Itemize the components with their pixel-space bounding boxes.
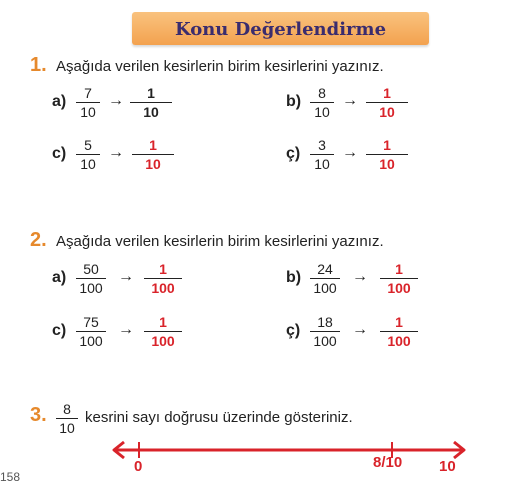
fraction-numerator: 75 — [83, 314, 99, 330]
fraction-denominator: 100 — [79, 280, 103, 296]
answer-fraction[interactable] — [380, 313, 418, 350]
answer-numerator: 1 — [159, 314, 167, 330]
fraction-numerator: 8 — [318, 85, 326, 101]
given-fraction — [310, 260, 340, 297]
given-fraction — [310, 84, 334, 121]
answer-numerator: 1 — [383, 137, 391, 153]
question-2-text: Aşağıda verilen kesirlerin birim kesirlerini yazınız. — [56, 233, 384, 250]
fraction-denominator: 10 — [80, 104, 96, 120]
item-letter: ç) — [286, 322, 301, 339]
page-number: 158 — [0, 470, 21, 484]
answer-numerator: 1 — [159, 261, 167, 277]
item-letter: a) — [52, 93, 67, 110]
answer-fraction[interactable] — [130, 84, 172, 121]
answer-numerator: 1 — [147, 85, 155, 101]
item-letter: c) — [52, 322, 67, 339]
answer-denominator: 10 — [143, 104, 159, 120]
answer-fraction[interactable] — [366, 84, 408, 121]
answer-denominator: 100 — [387, 280, 411, 296]
arrow-icon: → — [108, 144, 124, 161]
question-2-number: 2. — [30, 229, 47, 251]
answer-fraction[interactable] — [366, 136, 408, 173]
number-line-label-end: 10 — [439, 458, 456, 475]
item-letter: a) — [52, 269, 67, 286]
fraction-numerator: 3 — [318, 137, 326, 153]
title-banner — [132, 12, 429, 45]
question-1-number: 1. — [30, 54, 47, 76]
fraction-numerator: 50 — [83, 261, 99, 277]
arrow-icon: → — [342, 144, 358, 161]
item-letter: c) — [52, 145, 67, 162]
question-1-text: Aşağıda verilen kesirlerin birim kesirlerini yazınız. — [56, 58, 384, 75]
item-letter: b) — [286, 93, 302, 110]
arrow-icon: → — [108, 92, 124, 109]
answer-numerator: 1 — [395, 314, 403, 330]
given-fraction — [76, 313, 106, 350]
arrow-icon: → — [352, 321, 368, 338]
fraction-denominator: 10 — [80, 156, 96, 172]
fraction-denominator: 100 — [313, 280, 337, 296]
answer-denominator: 100 — [151, 333, 175, 349]
page-title: Konu Değerlendirme — [174, 19, 387, 40]
given-fraction — [310, 313, 340, 350]
fraction-numerator: 8 — [63, 401, 71, 417]
answer-denominator: 10 — [379, 156, 395, 172]
fraction-denominator: 100 — [313, 333, 337, 349]
answer-numerator: 1 — [395, 261, 403, 277]
number-line[interactable] — [108, 436, 470, 464]
fraction-numerator: 5 — [84, 137, 92, 153]
number-line-label-mark: 8/10 — [373, 454, 403, 471]
given-fraction — [76, 260, 106, 297]
fraction-denominator: 10 — [314, 104, 330, 120]
question-3-fraction — [56, 400, 78, 437]
answer-numerator: 1 — [383, 85, 391, 101]
answer-denominator: 100 — [151, 280, 175, 296]
answer-fraction[interactable] — [380, 260, 418, 297]
answer-denominator: 10 — [379, 104, 395, 120]
answer-fraction[interactable] — [132, 136, 174, 173]
answer-fraction[interactable] — [144, 260, 182, 297]
fraction-denominator: 10 — [314, 156, 330, 172]
given-fraction — [76, 84, 100, 121]
answer-fraction[interactable] — [144, 313, 182, 350]
arrow-icon: → — [118, 321, 134, 338]
item-letter: b) — [286, 269, 302, 286]
given-fraction — [310, 136, 334, 173]
number-line-label-start: 0 — [134, 458, 143, 475]
arrow-icon: → — [118, 268, 134, 285]
given-fraction — [76, 136, 100, 173]
fraction-numerator: 7 — [84, 85, 92, 101]
fraction-denominator: 100 — [79, 333, 103, 349]
answer-denominator: 100 — [387, 333, 411, 349]
arrow-icon: → — [342, 92, 358, 109]
question-3-text: kesrini sayı doğrusu üzerinde gösteriniz. — [85, 409, 353, 426]
question-3-number: 3. — [30, 404, 47, 426]
answer-denominator: 10 — [145, 156, 161, 172]
arrow-icon: → — [352, 268, 368, 285]
fraction-denominator: 10 — [59, 420, 75, 436]
fraction-numerator: 24 — [317, 261, 333, 277]
item-letter: ç) — [286, 145, 301, 162]
answer-numerator: 1 — [149, 137, 157, 153]
fraction-numerator: 18 — [317, 314, 333, 330]
